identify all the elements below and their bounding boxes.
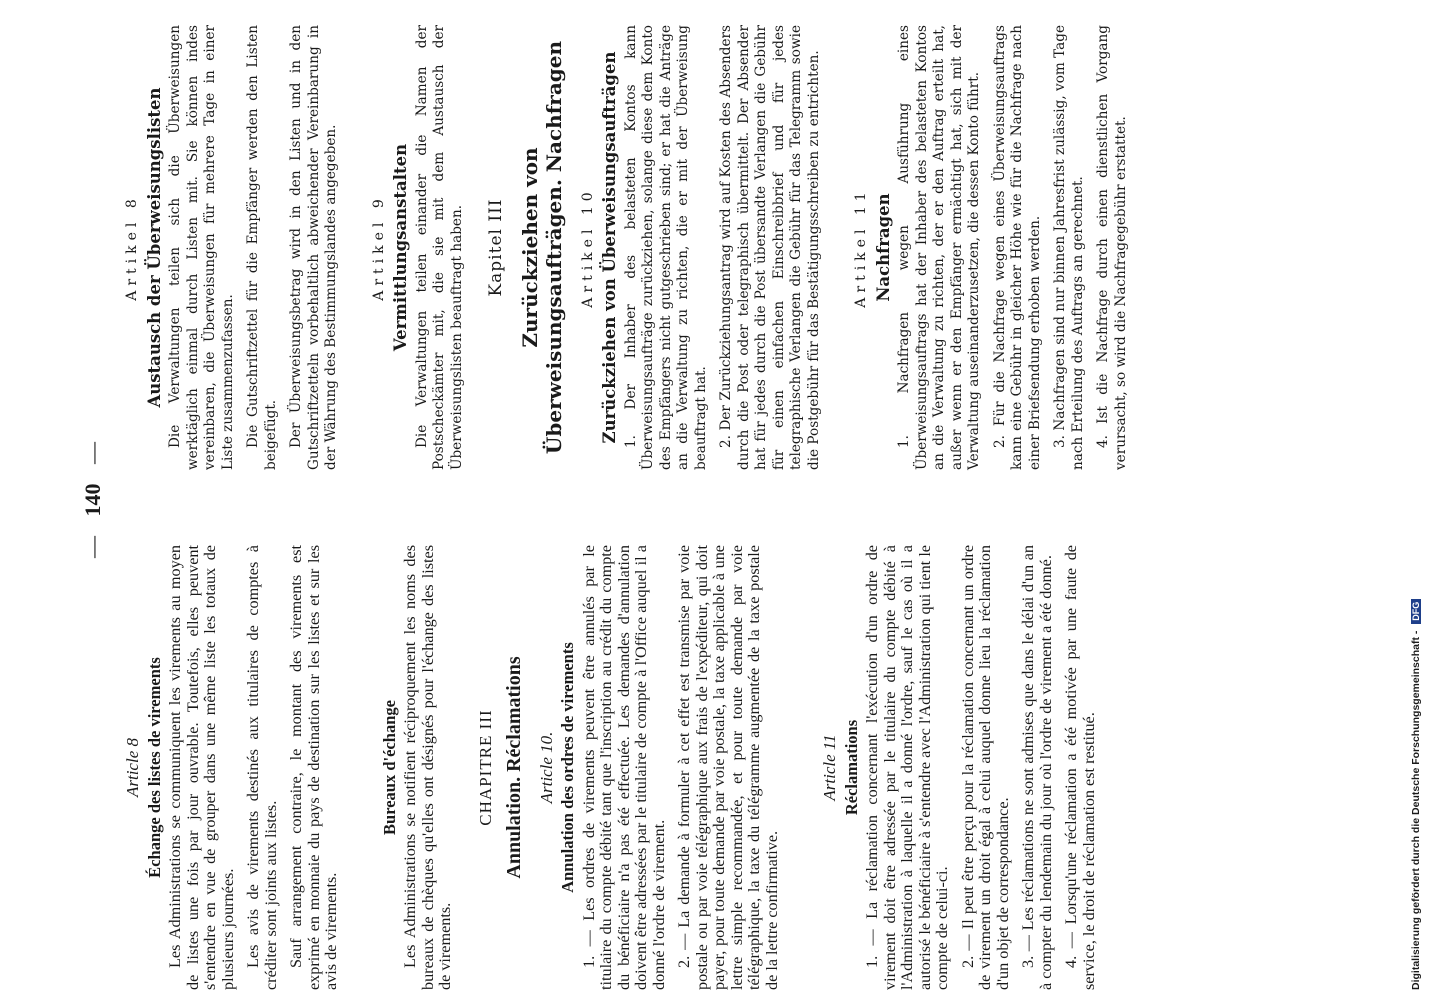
fr-article-11-para-1: 1. — La réclamation concernant l'exécution d'un ordre de virement doit être adressée par le titulaire du compte débité à l'Administration à laquelle il a donné l'ordre, sauf le cas où il a autorisé le bénéficiaire à s'entendre avec l'Administration qui tient le compte de celui-ci. bbox=[863, 545, 951, 990]
de-article-8-para-3: Der Überweisungsbetrag wird in den Listen und in den Gutschriftzetteln vorbehaltlich abweichender Vereinbarung in der Währung des Bestimmungslandes angegeben. bbox=[288, 25, 339, 470]
de-article-9-heading: Vermittlungsanstalten bbox=[391, 143, 410, 352]
de-article-11-para-2: 2. Für die Nachfrage wegen eines Überweisungsauftrags kann eine Gebühr in gleicher Höhe wie für die Nachfrage nach einer Briefsendung erhoben werden. bbox=[991, 25, 1043, 470]
fr-article-8-heading: Échange des listes de virements bbox=[144, 657, 164, 878]
de-article-8-para-2: Die Gutschriftzettel für die Empfänger werden den Listen beigefügt. bbox=[245, 25, 279, 470]
de-article-8-title: Artikel 8 bbox=[124, 194, 140, 301]
digitization-credit-sidebar bbox=[1410, 10, 1428, 990]
page-number-line bbox=[80, 10, 106, 990]
de-article-9-para: Die Verwaltungen teilen einander die Namen der Postscheckämter mit, die sie mit dem Austausch der Überweisungslisten beauftragt haben. bbox=[413, 25, 465, 470]
fr-bureaux-heading: Bureaux d'échange bbox=[379, 700, 399, 835]
fr-chapter-title: Annulation. Réclamations bbox=[503, 656, 525, 879]
de-article-11-para-3: 3. Nachfragen sind nur binnen Jahresfrist zulässig, vom Tage nach Erteilung des Auftrags an gerechnet. bbox=[1052, 25, 1086, 470]
de-article-11-para-1: 1. Nachfragen wegen Ausführung eines Überweisungsauftrags hat der Inhaber des belasteten Kontos an die Verwaltung zu richten, der er den Auftrag erteilt hat, außer wenn er den Empfänger ermächtigt hat, sich mit der Verwaltung auseinanderzusetzen, die dessen Konto führt. bbox=[896, 25, 982, 470]
credit-text: Digitalisierung gefördert durch die Deutsche Forschungsgemeinschaft - bbox=[1410, 630, 1422, 990]
de-article-11-heading: Nachfragen bbox=[873, 193, 893, 302]
fr-article-8-title: Article 8 bbox=[123, 738, 142, 798]
de-chapter-label: Kapitel III bbox=[486, 198, 506, 297]
fr-article-8-para-2: Les avis de virements destinés aux titulaires de comptes à créditer sont joints aux listes. bbox=[244, 545, 280, 990]
digitization-credit bbox=[1410, 599, 1422, 990]
rotated-page bbox=[80, 10, 1280, 990]
page-dash-left: — bbox=[80, 536, 105, 558]
fr-article-11-title: Article 11 bbox=[820, 734, 839, 801]
german-column bbox=[124, 25, 1138, 470]
fr-article-8-para-3: Sauf arrangement contraire, le montant des virements est exprimé en monnaie du pays de destination sur les listes et sur les avis de virements. bbox=[287, 545, 340, 990]
page-number: 140 bbox=[80, 483, 105, 517]
fr-article-10-title: Article 10. bbox=[536, 731, 556, 804]
french-column bbox=[124, 545, 1106, 990]
de-article-9-title: Artikel 9 bbox=[370, 194, 387, 301]
de-chapter-title: Zurückziehen von Überweisungsaufträgen. Nachfragen bbox=[517, 40, 566, 455]
fr-article-11-para-2: 2. — Il peut être perçu pour la réclamation concernant un ordre de virement un droit égal à celui auquel donne lieu la réclamation d'un objet de correspondance. bbox=[958, 545, 1012, 990]
fr-bureaux-para: Les Administrations se notifient réciproquement les noms des bureaux de chèques qu'elles ont désignés pour l'échange des listes de virements. bbox=[401, 545, 454, 990]
fr-article-8-para-1: Les Administrations se communiquent les virements au moyen de listes une fois par jour ouvrable. Toutefois, elles peuvent s'entendre en vue de grouper dans une même liste les totaux de plusieurs journées. bbox=[166, 545, 237, 990]
de-article-11-title: Artikel 11 bbox=[853, 187, 869, 308]
de-article-10-title: Artikel 10 bbox=[579, 187, 596, 308]
fr-article-10-heading: Annulation des ordres de virements bbox=[558, 642, 577, 893]
de-article-10-para-1: 1. Der Inhaber des belasteten Kontos kann Überweisungsaufträge zurückziehen, solange diese dem Konto des Empfängers nicht gutgeschrieben sind; er hat die Anträge an die Verwaltung zu richten, die er mit der Überweisung beauftragt hat. bbox=[622, 25, 709, 470]
fr-chapter-label: CHAPITRE III bbox=[475, 709, 495, 826]
de-article-11-para-4: 4. Ist die Nachfrage durch einen dienstlichen Vorgang verursacht, so wird die Nachfragegebühr erstattet. bbox=[1095, 25, 1129, 470]
fr-article-11-para-3: 3. — Les réclamations ne sont admises que dans le délai d'un an à compter du lendemain du jour où l'ordre de virement a été donné. bbox=[1019, 545, 1055, 990]
dfg-logo: DFG bbox=[1411, 599, 1421, 624]
de-article-10-para-2: 2. Der Zurückziehungsantrag wird auf Kosten des Absenders durch die Post oder telegraphisch übermittelt. Der Absender hat für jedes durch die Post übersandte Verlangen die Gebühr für einen einfachen Einschreibbrief und für jedes telegraphische Verlangen die Gebühr für das Telegramm sowie die Postgebühr für das Bestätigungsschreiben zu entrichten. bbox=[718, 25, 822, 470]
fr-article-11-para-4: 4. — Lorsqu'une réclamation a été motivée par une faute de service, le droit de réclamation est restitué. bbox=[1062, 545, 1098, 990]
fr-article-11-heading: Réclamations bbox=[841, 719, 861, 816]
fr-article-10-para-1: 1. — Les ordres de virements peuvent être annulés par le titulaire du compte débité tant que l'inscription au crédit du compte du bénéficiaire n'a pas été effectuée. Les demandes d'annulation doivent être adressées par le titulaire de compte à l'Office auquel il a donné l'ordre de virement. bbox=[579, 545, 668, 990]
fr-article-10-para-2: 2. — La demande à formuler à cet effet est transmise par voie postale ou par voie télégraphique aux frais de l'expéditeur, qui doit payer, pour toute demande par voie postale, la taxe applicable à une lettre simple recommandée, et pour toute demande par voie télégraphique, la taxe du télégramme augmentée de la taxe postale de la lettre confirmative. bbox=[675, 545, 781, 990]
page-dash-right: — bbox=[80, 442, 105, 464]
de-article-10-heading: Zurückziehen von Überweisungsaufträgen bbox=[600, 51, 619, 444]
de-article-8-para-1: Die Verwaltungen teilen sich die Überweisungen werktäglich einmal durch Listen mit. Sie können indes vereinbaren, die Überweisungen für mehrere Tage in einer Liste zusammenzufassen. bbox=[167, 25, 236, 470]
de-article-8-heading: Austausch der Überweisungslisten bbox=[144, 87, 164, 408]
